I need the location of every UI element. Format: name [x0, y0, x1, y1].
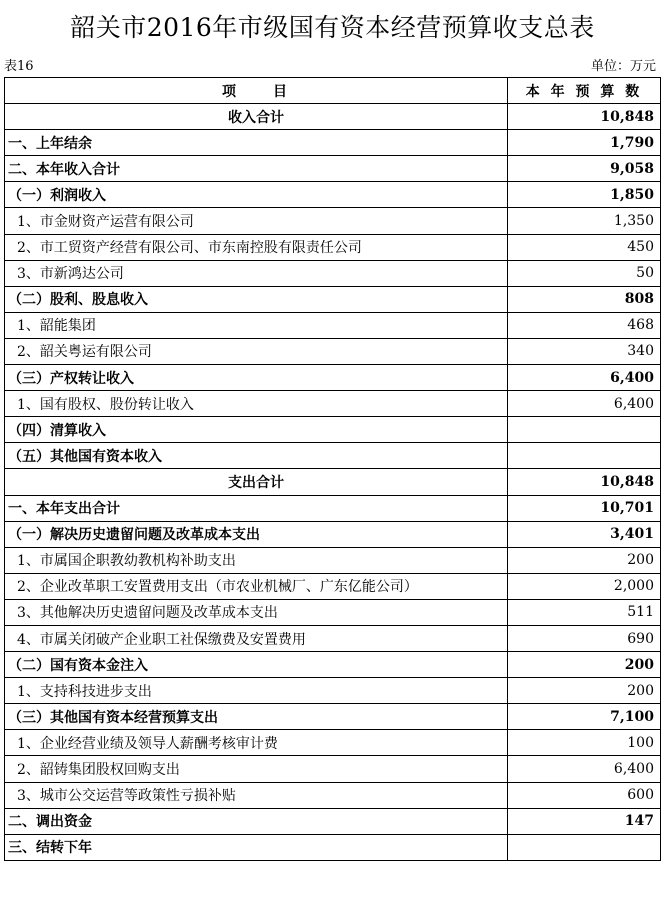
table-row — [5, 156, 661, 182]
table-row — [5, 260, 661, 286]
header-amount: 本 年 预 算 数 — [508, 78, 661, 104]
row-amount: 100 — [508, 730, 661, 756]
table-row — [5, 834, 661, 860]
row-amount: 6,400 — [508, 391, 661, 417]
row-label: 3、市新鸿达公司 — [5, 260, 508, 286]
row-label: 1、国有股权、股份转让收入 — [5, 391, 508, 417]
row-amount: 6,400 — [508, 756, 661, 782]
row-label: 二、本年收入合计 — [5, 156, 508, 182]
table-number: 表16 — [4, 59, 34, 74]
table-row — [5, 678, 661, 704]
row-amount: 600 — [508, 782, 661, 808]
row-amount: 6,400 — [508, 365, 661, 391]
table-row — [5, 443, 661, 469]
row-amount: 1,850 — [508, 182, 661, 208]
row-amount: 1,350 — [508, 208, 661, 234]
table-row — [5, 756, 661, 782]
table-row — [5, 391, 661, 417]
row-amount: 50 — [508, 260, 661, 286]
row-label: （四）清算收入 — [5, 417, 508, 443]
table-row — [5, 104, 661, 130]
table-row — [5, 286, 661, 312]
table-row — [5, 808, 661, 834]
table-row — [5, 704, 661, 730]
row-amount — [508, 834, 661, 860]
row-label: 2、企业改革职工安置费用支出（市农业机械厂、广东亿能公司） — [5, 573, 508, 599]
row-label: （五）其他国有资本收入 — [5, 443, 508, 469]
table-row — [5, 599, 661, 625]
row-label: 3、城市公交运营等政策性亏损补贴 — [5, 782, 508, 808]
row-amount: 2,000 — [508, 573, 661, 599]
row-amount: 7,100 — [508, 704, 661, 730]
table-row — [5, 469, 661, 495]
row-amount: 10,848 — [508, 469, 661, 495]
row-amount: 200 — [508, 652, 661, 678]
row-label: 一、本年支出合计 — [5, 495, 508, 521]
header-item: 项 目 — [5, 78, 508, 104]
row-label: （二）股利、股息收入 — [5, 286, 508, 312]
table-row — [5, 417, 661, 443]
row-amount — [508, 417, 661, 443]
row-label: （三）产权转让收入 — [5, 365, 508, 391]
row-label: 1、市金财资产运营有限公司 — [5, 208, 508, 234]
row-label: 支出合计 — [5, 469, 508, 495]
table-row — [5, 338, 661, 364]
row-amount: 3,401 — [508, 521, 661, 547]
row-label: 1、支持科技进步支出 — [5, 678, 508, 704]
table-row — [5, 495, 661, 521]
row-label: 1、韶能集团 — [5, 312, 508, 338]
table-row — [5, 312, 661, 338]
table-header-row — [5, 78, 661, 104]
table-row — [5, 208, 661, 234]
table-row — [5, 130, 661, 156]
row-amount: 808 — [508, 286, 661, 312]
row-label: 4、市属关闭破产企业职工社保缴费及安置费用 — [5, 625, 508, 651]
table-row — [5, 782, 661, 808]
row-label: （二）国有资本金注入 — [5, 652, 508, 678]
row-label: 1、市属国企职教幼教机构补助支出 — [5, 547, 508, 573]
page-title: 韶关市2016年市级国有资本经营预算收支总表 — [70, 13, 595, 42]
row-label: 3、其他解决历史遗留问题及改革成本支出 — [5, 599, 508, 625]
row-label: 三、结转下年 — [5, 834, 508, 860]
row-label: （一）解决历史遗留问题及改革成本支出 — [5, 521, 508, 547]
row-label: （一）利润收入 — [5, 182, 508, 208]
table-row — [5, 182, 661, 208]
table-row — [5, 730, 661, 756]
row-label: 二、调出资金 — [5, 808, 508, 834]
row-amount: 511 — [508, 599, 661, 625]
row-amount: 340 — [508, 338, 661, 364]
table-row — [5, 365, 661, 391]
table-row — [5, 521, 661, 547]
row-amount: 468 — [508, 312, 661, 338]
row-amount: 1,790 — [508, 130, 661, 156]
table-row — [5, 234, 661, 260]
row-label: 一、上年结余 — [5, 130, 508, 156]
row-label: 2、韶关粤运有限公司 — [5, 338, 508, 364]
table-row — [5, 625, 661, 651]
unit-label: 单位：万元 — [590, 59, 656, 74]
budget-table — [4, 77, 661, 861]
row-amount: 200 — [508, 678, 661, 704]
row-amount: 147 — [508, 808, 661, 834]
table-body — [5, 104, 661, 861]
row-amount: 10,701 — [508, 495, 661, 521]
row-label: 收入合计 — [5, 104, 508, 130]
table-row — [5, 547, 661, 573]
table-row — [5, 652, 661, 678]
table-row — [5, 573, 661, 599]
row-amount: 10,848 — [508, 104, 661, 130]
row-amount: 9,058 — [508, 156, 661, 182]
row-label: 1、企业经营业绩及领导人薪酬考核审计费 — [5, 730, 508, 756]
row-amount — [508, 443, 661, 469]
row-amount: 450 — [508, 234, 661, 260]
row-label: 2、韶铸集团股权回购支出 — [5, 756, 508, 782]
row-amount: 690 — [508, 625, 661, 651]
row-amount: 200 — [508, 547, 661, 573]
row-label: 2、市工贸资产经营有限公司、市东南控股有限责任公司 — [5, 234, 508, 260]
row-label: （三）其他国有资本经营预算支出 — [5, 704, 508, 730]
